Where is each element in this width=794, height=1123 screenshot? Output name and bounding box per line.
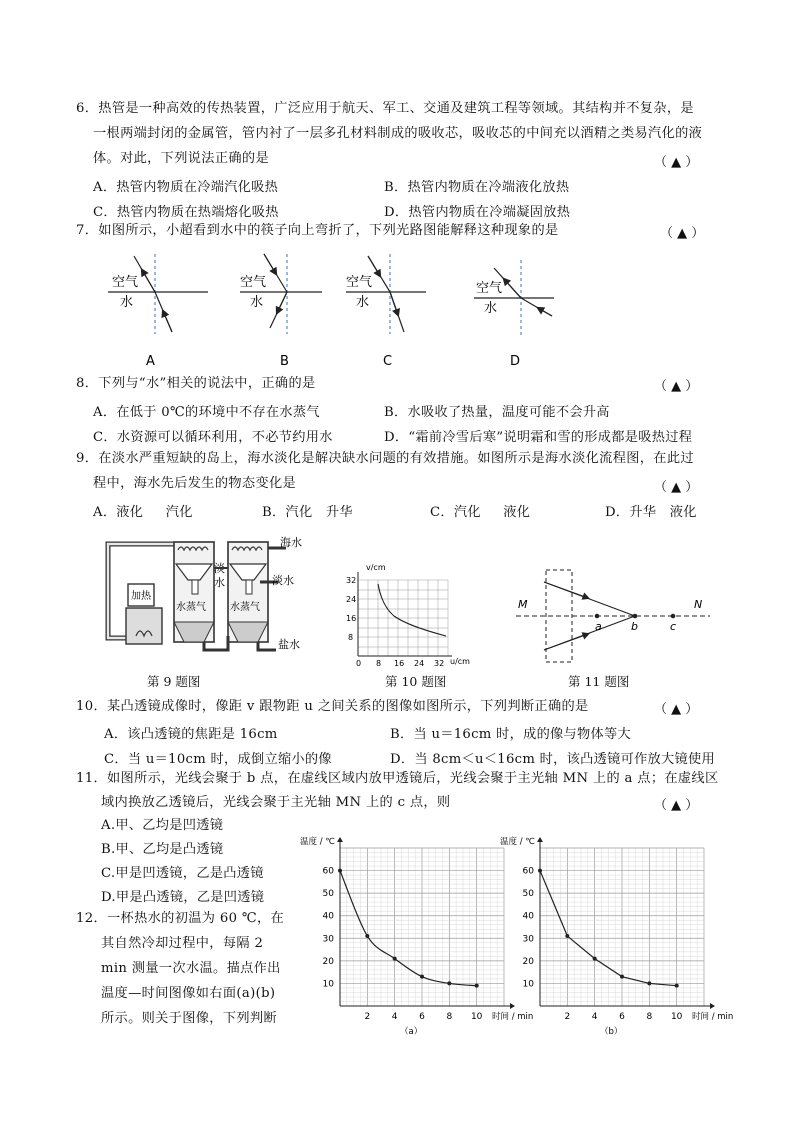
q8-answer-mark: （ ▲ ） <box>654 379 699 394</box>
fig11-converging-rays <box>510 566 720 668</box>
fig10-ytick-8: 8 <box>348 633 354 642</box>
chart-a-ytick: 10 <box>322 979 334 990</box>
fig10-xtick-32: 32 <box>434 659 445 668</box>
chart-b-xtick: 8 <box>646 1012 653 1022</box>
q7-label-a: A <box>146 354 155 369</box>
q11-option-a: A.甲、乙均是凹透镜 <box>101 818 224 833</box>
fig10-xtick-24: 24 <box>414 659 425 668</box>
q7-b-air-label: 空气 <box>240 275 267 290</box>
temperature-chart-a <box>290 830 534 1040</box>
q12-line1: 12．一杯热水的初温为 60 ℃，在 <box>76 911 285 926</box>
chart-a-xlabel: 时间 / min <box>492 1012 534 1022</box>
fig11-caption: 第 11 题图 <box>568 674 630 689</box>
q7-d-air-label: 空气 <box>476 281 503 296</box>
q10-option-c: C．当 u＝10cm 时，成倒立缩小的像 <box>104 752 332 767</box>
q6-line3: 体。对此，下列说法正确的是 <box>93 151 269 166</box>
chart-b-ytick: 20 <box>522 956 534 967</box>
q9-line1: 9．在淡水严重短缺的岛上，海水淡化是解决缺水问题的有效措施。如图所示是海水淡化流程图，在此过 <box>76 451 694 466</box>
fig9-fresh-v2: 水 <box>214 576 225 589</box>
chart-a-data-point <box>447 981 451 985</box>
q7-line1: 7．如图所示，小超看到水中的筷子向上弯折了，下列光路图能解释这种现象的是 <box>76 223 559 238</box>
chart-b-xtick: 10 <box>670 1012 683 1022</box>
fig9-seawater-label: 海水 <box>280 536 302 549</box>
q11-answer-mark: （ ▲ ） <box>654 798 699 813</box>
q7-label-d: D <box>510 354 521 369</box>
fig10-ytick-32: 32 <box>346 576 357 585</box>
q8-option-a: A．在低于 0℃的环境中不存在水蒸气 <box>93 405 320 420</box>
q6-line2: 一根两端封闭的金属管，管内衬了一层多孔材料制成的吸收芯，吸收芯的中间充以酒精之类易汽化的液 <box>93 126 703 141</box>
chart-b-ytick: 10 <box>522 979 534 990</box>
chart-a-xtick: 8 <box>446 1012 453 1022</box>
chart-a-xtick: 10 <box>470 1012 483 1022</box>
fig9-vapor-label-2: 水蒸气 <box>230 602 260 613</box>
q6-option-d: D．热管内物质在冷端凝固放热 <box>384 205 571 220</box>
q10-option-a: A．该凸透镜的焦距是 16cm <box>104 727 278 742</box>
chart-a-ytick: 50 <box>322 889 334 900</box>
q8-option-b: B．水吸收了热量，温度可能不会升高 <box>384 405 610 420</box>
q10-answer-mark: （ ▲ ） <box>654 702 699 717</box>
fig10-image-distance-graph <box>338 560 478 672</box>
chart-b-data-point <box>565 934 569 938</box>
q6-option-c: C．热管内物质在热端熔化吸热 <box>93 205 279 220</box>
q7-label-b: B <box>280 354 289 369</box>
fig10-ylabel: v/cm <box>366 563 386 572</box>
q6-answer-mark: （ ▲ ） <box>654 155 699 170</box>
q7-answer-mark: （ ▲ ） <box>660 226 705 241</box>
fig11-label-m: M <box>518 598 528 611</box>
fig9-vapor-label-1: 水蒸气 <box>176 602 206 613</box>
q7-c-air-label: 空气 <box>346 275 373 290</box>
chart-a-xtick: 4 <box>391 1012 398 1022</box>
chart-a-data-point <box>393 957 397 961</box>
chart-a-ytick: 60 <box>322 866 334 877</box>
q10-line1: 10．某凸透镜成像时，像距 v 跟物距 u 之间关系的图像如图所示，下列判断正确的是 <box>76 699 589 714</box>
chart-b-xlabel: 时间 / min <box>692 1012 734 1022</box>
fig11-label-a: a <box>595 620 602 633</box>
q8-option-d: D．“霜前冷雪后寒”说明霜和雪的形成都是吸热过程 <box>384 430 693 445</box>
chart-b-ytick: 50 <box>522 889 534 900</box>
q8-option-c: C．水资源可以循环利用，不必节约用水 <box>93 430 333 445</box>
fig11-label-n: N <box>694 598 703 611</box>
q7-b-water-label: 水 <box>250 295 264 310</box>
chart-b-data-point <box>593 957 597 961</box>
chart-a-ytick: 40 <box>322 911 334 922</box>
q8-line1: 8．下列与“水”相关的说法中，正确的是 <box>76 376 316 391</box>
chart-a-grid <box>340 848 504 1006</box>
q9-option-c: C．汽化 液化 <box>430 505 531 520</box>
fig10-xtick-0: 0 <box>356 659 362 668</box>
q9-option-a: A．液化 汽化 <box>93 505 193 520</box>
q9-line2: 程中，海水先后发生的物态变化是 <box>93 476 297 491</box>
chart-a-xtick: 2 <box>364 1012 371 1022</box>
chart-a-data-point <box>420 975 424 979</box>
chart-a-ytick: 30 <box>322 934 334 945</box>
q12-line2: 其自然冷却过程中，每隔 2 <box>101 936 264 951</box>
fig9-freshwater-label: 淡水 <box>272 574 294 587</box>
q11-option-b: B.甲、乙均是凸透镜 <box>101 842 224 857</box>
chart-b-ytick: 30 <box>522 934 534 945</box>
q7-diagram-c <box>346 254 426 334</box>
q7-a-water-label: 水 <box>120 295 134 310</box>
chart-b-xtick: 2 <box>564 1012 571 1022</box>
chart-b-ytick: 60 <box>522 866 534 877</box>
q7-diagram-d <box>474 260 554 338</box>
fig10-ytick-16: 16 <box>346 614 357 623</box>
chart-a-data-point <box>475 984 479 988</box>
q11-option-d: D.甲是凸透镜，乙是凹透镜 <box>101 890 265 905</box>
q7-d-water-label: 水 <box>484 301 498 316</box>
fig10-ytick-24: 24 <box>346 595 357 604</box>
q9-answer-mark: （ ▲ ） <box>654 480 699 495</box>
q11-line2: 域内换放乙透镜后，光线会聚于主光轴 MN 上的 c 点，则 <box>101 795 451 810</box>
fig11-label-b: b <box>631 620 638 633</box>
q12-line5: 所示。则关于图像，下列判断 <box>101 1011 277 1026</box>
fig9-heat-label: 加热 <box>131 591 151 602</box>
q11-option-c: C.甲是凹透镜，乙是凸透镜 <box>101 866 264 881</box>
chart-b-data-point <box>620 975 624 979</box>
chart-b-data-point <box>675 984 679 988</box>
fig10-caption: 第 10 题图 <box>385 674 447 689</box>
fig9-fresh-v1: 淡 <box>214 562 225 575</box>
q7-label-c: C <box>383 354 393 369</box>
chart-b-data-point <box>647 981 651 985</box>
q7-refraction-diagrams <box>100 248 560 372</box>
fig10-xlabel: u/cm <box>450 657 470 666</box>
q9-option-b: B．汽化 升华 <box>262 505 353 520</box>
chart-b-ytick: 40 <box>522 911 534 922</box>
fig9-desalination-apparatus <box>100 526 310 666</box>
chart-a-ytick: 20 <box>322 956 334 967</box>
temperature-chart-b <box>490 830 734 1040</box>
q12-line4: 温度—时间图像如右面(a)(b) <box>101 986 276 1001</box>
q11-line1: 11．如图所示，光线会聚于 b 点，在虚线区域内放甲透镜后，光线会聚于主光轴 MN 上的 a 点；在虚线区 <box>76 771 719 786</box>
chart-b-ylabel: 温度 / ℃ <box>500 837 535 847</box>
q7-a-air-label: 空气 <box>112 275 139 290</box>
chart-b-xtick: 4 <box>591 1012 598 1022</box>
q6-option-a: A．热管内物质在冷端汽化吸热 <box>93 180 279 195</box>
q6-option-b: B．热管内物质在冷端液化放热 <box>384 180 570 195</box>
q6-line1: 6．热管是一种高效的传热装置，广泛应用于航天、军工、交通及建筑工程等领域。其结构并不复杂，是 <box>76 101 694 116</box>
chart-a-data-point <box>365 934 369 938</box>
q10-option-b: B．当 u＝16cm 时，成的像与物体等大 <box>390 727 631 742</box>
q9-option-d: D．升华 液化 <box>605 505 697 520</box>
fig10-xtick-16: 16 <box>394 659 405 668</box>
chart-b-caption: （b） <box>600 1027 623 1037</box>
fig9-caption: 第 9 题图 <box>147 674 201 689</box>
fig11-label-c: c <box>670 620 677 633</box>
chart-a-ylabel: 温度 / ℃ <box>300 837 335 847</box>
q12-line3: min 测量一次水温。描点作出 <box>101 961 281 976</box>
q7-diagram-a <box>108 254 208 334</box>
q10-option-d: D．当 8cm＜u＜16cm 时，该凸透镜可作放大镜使用 <box>390 752 715 767</box>
q7-c-water-label: 水 <box>356 295 370 310</box>
chart-a-caption: （a） <box>400 1027 423 1037</box>
fig9-brine-label: 盐水 <box>278 638 300 651</box>
q7-diagram-b <box>240 254 322 334</box>
chart-b-data-point <box>538 869 542 873</box>
fig10-xtick-8: 8 <box>376 659 382 668</box>
chart-a-data-point <box>338 869 342 873</box>
chart-b-grid <box>540 848 704 1006</box>
chart-b-xtick: 6 <box>619 1012 625 1022</box>
chart-a-xtick: 6 <box>419 1012 425 1022</box>
